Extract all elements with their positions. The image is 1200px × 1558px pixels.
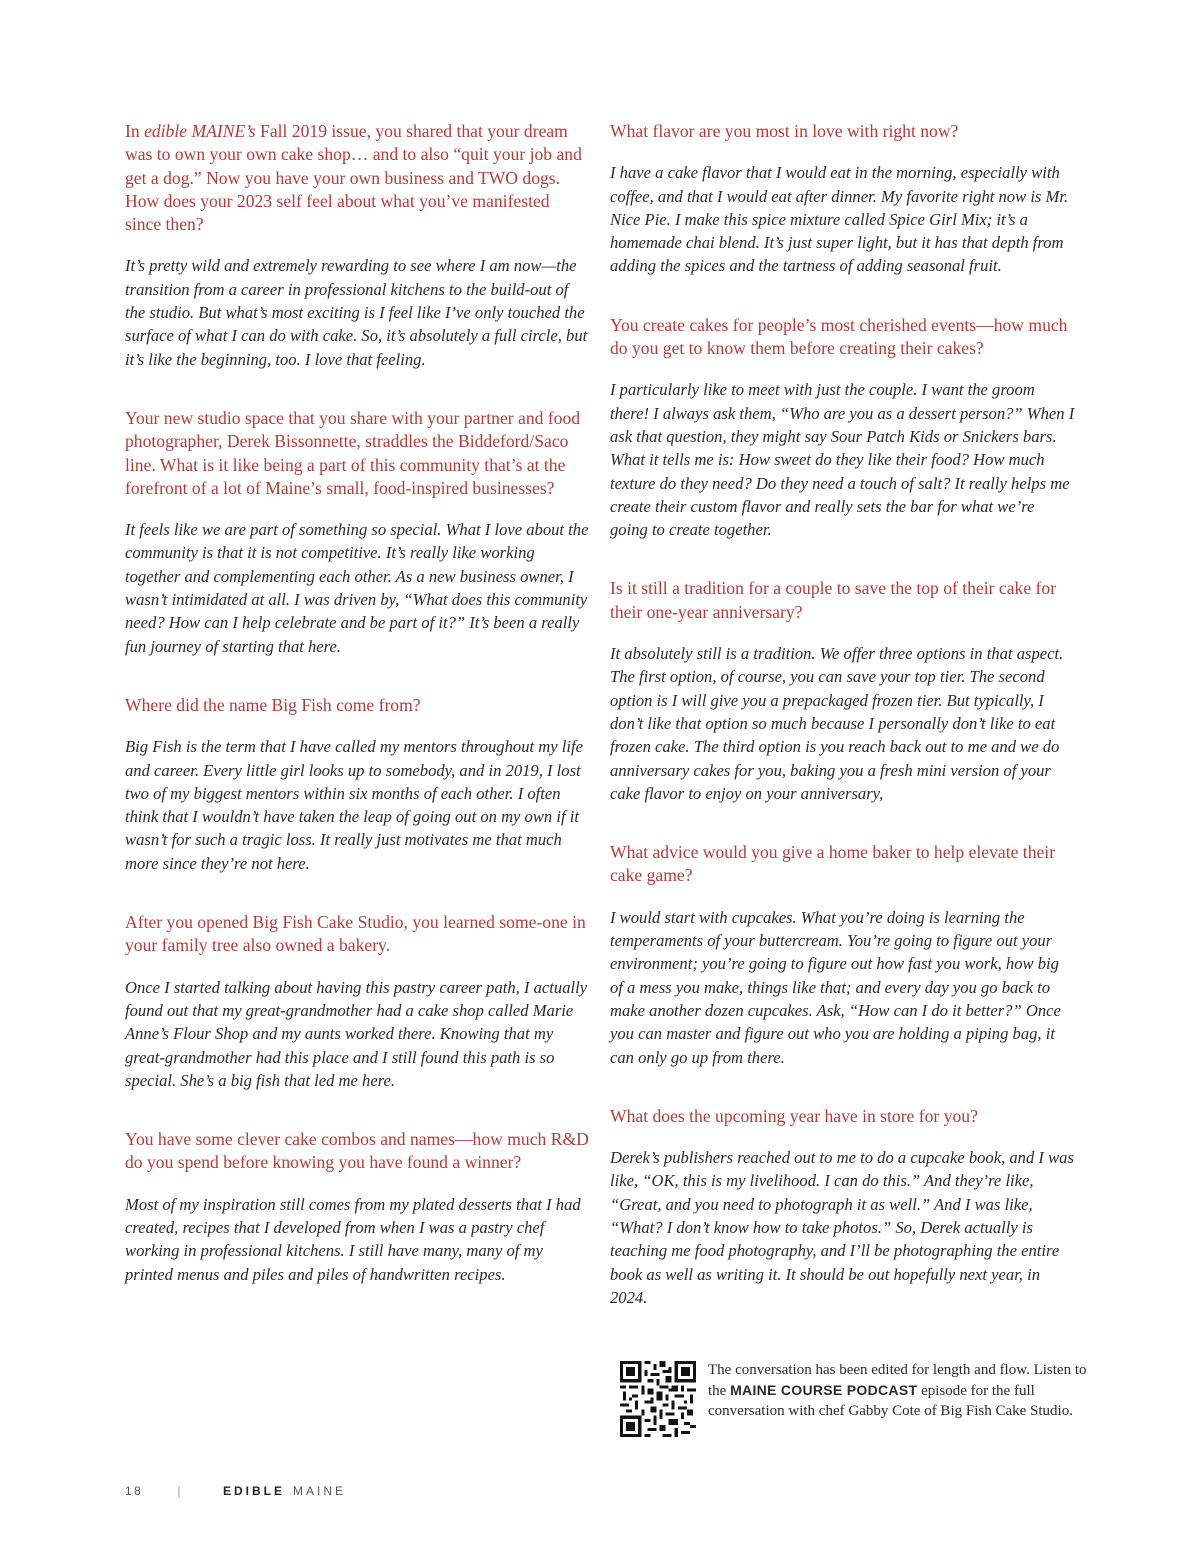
qa-block	[125, 911, 590, 1092]
interview-question: Where did the name Big Fish come from?	[125, 694, 421, 715]
interview-answer: I particularly like to meet with just the couple. I want the groom there! I always ask them, “Who are you as a dessert person?” When I ask that question, they might say Sour Patch Kids or Snickers bars. What it tells me is: How sweet do they like their food? How much texture do they need? Do they need a touch of salt? It really helps me create their custom flavor and really sets the bar for what we’re going to create together.	[610, 380, 1075, 540]
edit-disclaimer: The conversation has been edited for length and flow.	[708, 1362, 1030, 1378]
qa-block	[125, 1128, 590, 1286]
interview-answer: It’s pretty wild and extremely rewarding to see where I am now—the transition from a career in professional kitchens to the build-out of the studio. But what’s most exciting is I feel like I’ve only touched the surface of what I can do with cake. So, it’s absolutely a full circle, but it’s like the beginning, too. I love that feeling.	[125, 256, 588, 369]
qa-block	[125, 407, 590, 658]
interview-question: In edible MAINE’s Fall 2019 issue, you shared that your dream was to own your own cake shop… and to also “quit your job and get a dog.” Now you have your own business and TWO dogs. How does your 2023 self feel about what you’ve manifested since then?	[125, 121, 582, 235]
qa-block	[610, 841, 1075, 1069]
magazine-title: edible MAINE’s	[144, 121, 256, 141]
qa-block	[610, 120, 1075, 278]
qa-block	[610, 577, 1075, 805]
qa-block	[125, 694, 590, 875]
qa-block	[610, 1105, 1075, 1309]
qr-code-icon[interactable]	[620, 1361, 696, 1437]
interview-answer: Derek’s publishers reached out to me to do a cupcake book, and I was like, “OK, this is my livelihood. I can do this.” And they’re like, “Great, and you need to photograph it as well.” And I was like, “What? I don’t know how to take photos.” So, Derek actually is teaching me food photography, and I’ll be photographing the entire book as well as writing it. It should be out hopefully next year, in 2024.	[610, 1148, 1074, 1307]
interview-question: Is it still a tradition for a couple to save the top of their cake for their one-year anniversary?	[610, 578, 1057, 622]
left-column	[125, 120, 590, 1286]
qa-block	[610, 314, 1075, 542]
interview-question: You create cakes for people’s most cherished events—how much do you get to know them before creating their cakes?	[610, 314, 1068, 359]
interview-answer: I have a cake flavor that I would eat in the morning, especially with coffee, and that I would eat after dinner. My favorite right now is Mr. Nice Pie. I make this spice mixture called Spice Girl Mix; it’s a homemade chai blend. It’s just super light, but it has that depth from adding the spices and the tartness of adding seasonal fruit.	[610, 163, 1069, 276]
interview-answer: Big Fish is the term that I have called my mentors throughout my life and career. Every little girl looks up to somebody, and in 2019, I lost two of my biggest mentors within six months of each other. I often think that I wouldn’t have taken the leap of going out on my own if it wasn’t for such a tragic loss. It really just motivates me that much more since they’re not here.	[125, 737, 583, 873]
interview-question: What advice would you give a home baker to help elevate their cake game?	[610, 842, 1056, 886]
interview-question: You have some clever cake combos and names—how much R&D do you spend before knowing you have found a winner?	[125, 1129, 589, 1173]
interview-question: What does the upcoming year have in store for you?	[610, 1105, 978, 1126]
interview-answer: Once I started talking about having this pastry career path, I actually found out that my great-grandmother had a cake shop called Marie Anne’s Flour Shop and my aunts worked there. Knowing that my great-grandmother had this place and I still found this path is so special. She’s a big fish that led me here.	[125, 977, 588, 1090]
podcast-note	[620, 1360, 1090, 1440]
podcast-note-text: The conversation has been edited for length and flow. Listen to the MAINE COURSE PODCAST episode for the full conversation with chef Gabby Cote of Big Fish Cake Studio.	[708, 1362, 1087, 1419]
qa-block	[125, 120, 590, 371]
page-footer	[125, 1484, 346, 1498]
interview-question: After you opened Big Fish Cake Studio, you learned some-one in your family tree also owned a bakery.	[125, 912, 586, 956]
podcast-name: MAINE COURSE PODCAST	[730, 1382, 918, 1398]
interview-question: Your new studio space that you share with your partner and food photographer, Derek Bissonnette, straddles the Biddeford/Saco line. What is it like being a part of this community that’s at the forefront of a lot of Maine’s small, food-inspired businesses?	[125, 407, 581, 498]
interview-question: What flavor are you most in love with right now?	[610, 121, 959, 141]
magazine-brand-light: MAINE	[293, 1484, 347, 1498]
right-column	[610, 120, 1075, 1309]
interview-answer: It feels like we are part of something so special. What I love about the community is that it is not competitive. It’s really like working together and complementing each other. As a new business owner, I wasn’t intimidated at all. I was driven by, “What does this community need? How can I help celebrate and be part of it?” It’s been a really fun journey of starting that here.	[125, 520, 589, 656]
footer-separator: |	[177, 1484, 183, 1498]
magazine-brand-bold: EDIBLE	[222, 1484, 285, 1498]
page-number: 18	[125, 1484, 144, 1498]
interview-answer: It absolutely still is a tradition. We offer three options in that aspect. The first option, of course, you can save your top tier. The second option is I will give you a prepackaged frozen tier. But typically, I don’t like that option so much because I personally don’t like to eat frozen cake. The third option is you reach back out to me and we do anniversary cakes for you, baking you a fresh mini version of your cake flavor to enjoy on your anniversary,	[610, 644, 1064, 803]
interview-answer: I would start with cupcakes. What you’re doing is learning the temperaments of your buttercream. You’re going to figure out your environment; you’re going to figure out how fast you work, how big of a mess you make, things like that; and every day you go back to make another dozen cupcakes. Ask, “How can I do it better?” Once you can master and figure out who you are holding a piping bag, it can only go up from there.	[610, 907, 1061, 1067]
interview-answer: Most of my inspiration still comes from my plated desserts that I had created, recipes that I developed from when I was a pastry chef working in professional kitchens. I still have many, many of my printed menus and piles and piles of handwritten recipes.	[125, 1194, 581, 1284]
